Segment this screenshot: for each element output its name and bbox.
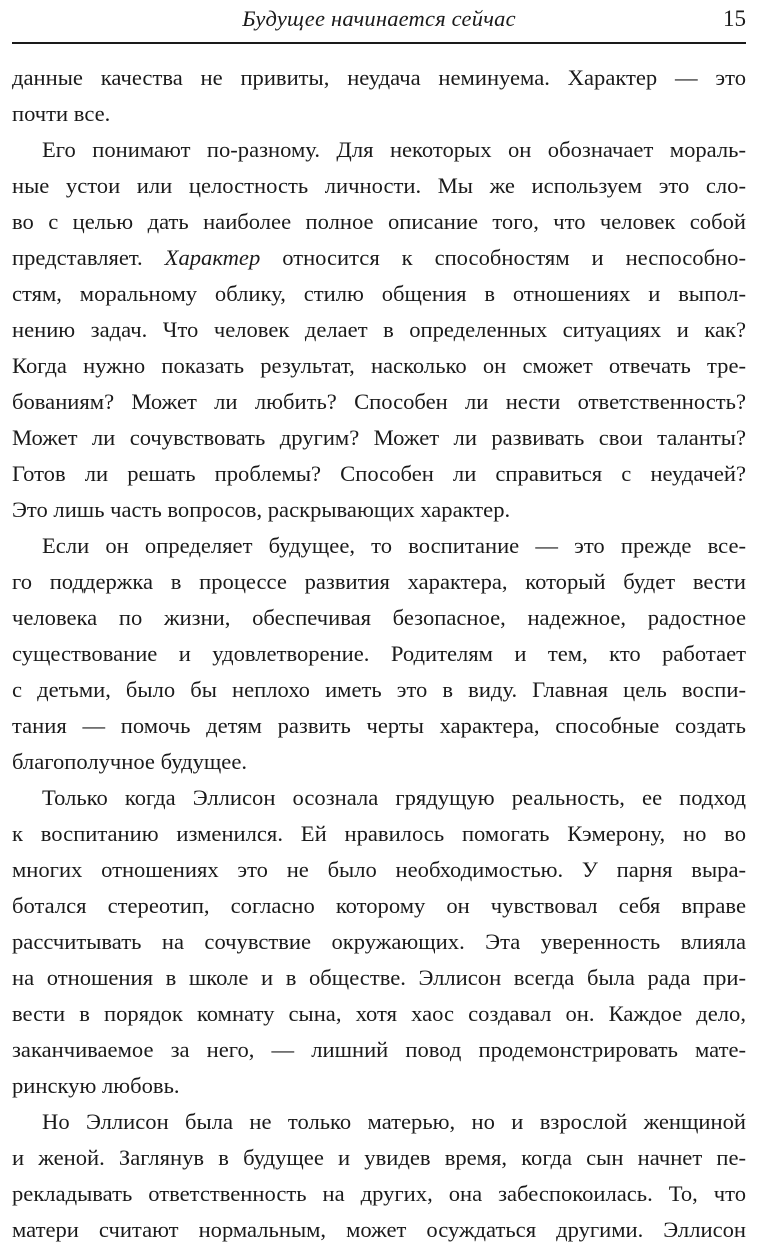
- text-line: благополучное будущее.: [12, 749, 248, 774]
- text-line: ринскую любовь.: [12, 1073, 180, 1098]
- text-line: человека по жизни, обеспечивая безопасное, надежное, радостное: [12, 605, 746, 630]
- text-line: Готов ли решать проблемы? Способен ли справиться с неудачей?: [12, 461, 746, 486]
- text-line: ботался стереотип, согласно которому он чувствовал себя вправе: [12, 893, 746, 918]
- text-line: Его понимают по-разному. Для некоторых он обозначает мораль-: [42, 137, 746, 162]
- running-title: Будущее начинается сейчас: [242, 6, 516, 31]
- text-line: Только когда Эллисон осознала грядущую реальность, ее подход: [42, 785, 746, 810]
- text-line: существование и удовлетворение. Родителям и тем, кто работает: [12, 641, 746, 666]
- text-line: многих отношениях это не было необходимостью. У парня выра-: [12, 857, 746, 882]
- text-line-mixed: [12, 240, 746, 276]
- text-line: во с целью дать наиболее полное описание того, что человек собой: [12, 209, 746, 234]
- text-line: бованиям? Может ли любить? Способен ли нести ответственность?: [12, 389, 746, 414]
- text-line: вести в порядок комнату сына, хотя хаос создавал он. Каждое дело,: [12, 1001, 746, 1026]
- text-line: рекладывать ответственность на других, она забеспокоилась. То, что: [12, 1181, 746, 1206]
- header-rule: [12, 42, 746, 44]
- emphasized-term: Характер: [164, 245, 261, 270]
- text-line: матери считают нормальным, может осуждаться другими. Эллисон: [12, 1217, 746, 1242]
- text-line: ные устои или целостность личности. Мы же используем это сло-: [12, 173, 746, 198]
- text-line: заканчиваемое за него, — лишний повод продемонстрировать мате-: [12, 1037, 746, 1062]
- body-text: [12, 60, 746, 1248]
- text-line: на отношения в школе и в обществе. Эллисон всегда была рада при-: [12, 965, 746, 990]
- text-line: Может ли сочувствовать другим? Может ли развивать свои таланты?: [12, 425, 746, 450]
- text-line: к воспитанию изменился. Ей нравилось помогать Кэмерону, но во: [12, 821, 746, 846]
- text-run: представляет.: [12, 245, 143, 270]
- text-line: рассчитывать на сочувствие окружающих. Эта уверенность влияла: [12, 929, 746, 954]
- page-number: 15: [723, 6, 746, 31]
- text-line: с детьми, было бы неплохо иметь это в виду. Главная цель воспи-: [12, 677, 746, 702]
- text-line: Когда нужно показать результат, насколько он сможет отвечать тре-: [12, 353, 746, 378]
- text-run: относится к способностям и неспособно-: [282, 245, 746, 270]
- text-line: Это лишь часть вопросов, раскрывающих характер.: [12, 497, 511, 522]
- text-line: почти все.: [12, 101, 111, 126]
- text-line: Но Эллисон была не только матерью, но и взрослой женщиной: [42, 1109, 746, 1134]
- text-line: нению задач. Что человек делает в определенных ситуациях и как?: [12, 317, 746, 342]
- text-line: стям, моральному облику, стилю общения в отношениях и выпол-: [12, 281, 746, 306]
- running-header: [12, 4, 746, 38]
- text-line: тания — помочь детям развить черты характера, способные создать: [12, 713, 746, 738]
- text-line: и женой. Заглянув в будущее и увидев время, когда сын начнет пе-: [12, 1145, 746, 1170]
- text-line: Если он определяет будущее, то воспитание — это прежде все-: [42, 533, 746, 558]
- text-line: го поддержка в процессе развития характера, который будет вести: [12, 569, 746, 594]
- text-line: данные качества не привиты, неудача неминуема. Характер — это: [12, 65, 746, 90]
